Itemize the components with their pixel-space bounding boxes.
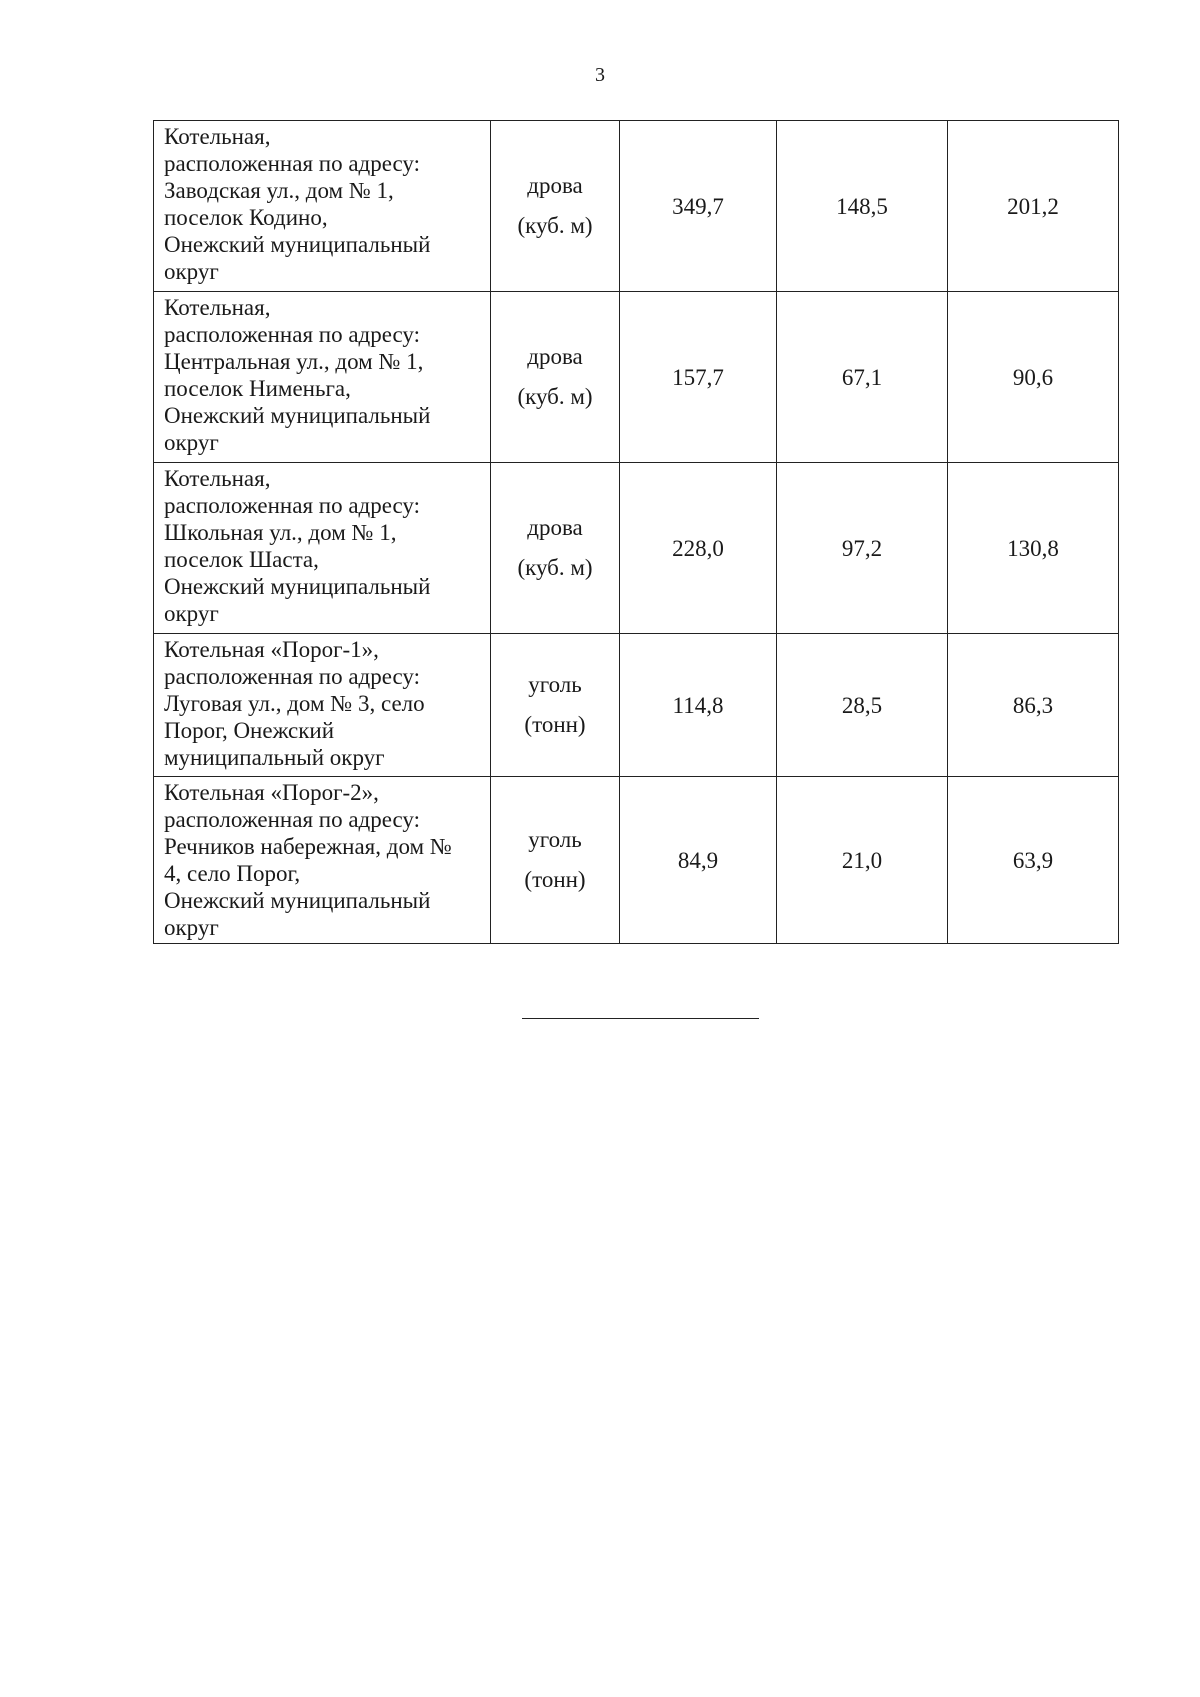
boiler-name-line: муниципальный округ xyxy=(164,745,385,770)
boiler-name-line: Заводская ул., дом № 1, xyxy=(164,178,394,203)
boiler-name-line: Речников набережная, дом № xyxy=(164,834,452,859)
fuel-unit: (тонн) xyxy=(524,712,586,737)
boiler-name-line: Центральная ул., дом № 1, xyxy=(164,349,424,374)
boiler-name-line: Онежский муниципальный xyxy=(164,403,431,428)
value-cell: 349,7 xyxy=(620,121,777,292)
boiler-name-line: округ xyxy=(164,259,219,284)
boiler-name-line: расположенная по адресу: xyxy=(164,493,421,518)
boiler-name-line: поселок Нименьга, xyxy=(164,376,351,401)
end-divider-line xyxy=(522,1018,759,1019)
fuel-type: уголь xyxy=(528,672,582,697)
fuel-type: дрова xyxy=(527,344,583,369)
boiler-name-cell xyxy=(154,121,491,292)
boiler-name-line: Котельная «Порог-2», xyxy=(164,780,379,805)
table-row xyxy=(154,463,1119,634)
boiler-name-line: Онежский муниципальный xyxy=(164,232,431,257)
value-cell: 28,5 xyxy=(777,634,948,777)
value-cell: 63,9 xyxy=(948,777,1119,944)
boiler-name-line: поселок Кодино, xyxy=(164,205,328,230)
fuel-unit: (куб. м) xyxy=(517,384,593,409)
boiler-name-line: округ xyxy=(164,601,219,626)
fuel-type-cell xyxy=(491,463,620,634)
boiler-name-line: Школьная ул., дом № 1, xyxy=(164,520,397,545)
boiler-name-cell xyxy=(154,777,491,944)
fuel-type: дрова xyxy=(527,515,583,540)
value-cell: 67,1 xyxy=(777,292,948,463)
table-row xyxy=(154,121,1119,292)
boiler-name-line: округ xyxy=(164,915,219,940)
boiler-name-line: 4, село Порог, xyxy=(164,861,301,886)
boiler-name-line: поселок Шаста, xyxy=(164,547,319,572)
fuel-type-cell xyxy=(491,292,620,463)
boiler-name-line: Котельная «Порог-1», xyxy=(164,637,379,662)
fuel-type: уголь xyxy=(528,827,582,852)
boiler-name-line: Онежский муниципальный xyxy=(164,574,431,599)
boiler-name-line: расположенная по адресу: xyxy=(164,322,421,347)
boiler-name-line: Котельная, xyxy=(164,295,271,320)
fuel-type-cell xyxy=(491,634,620,777)
fuel-type: дрова xyxy=(527,173,583,198)
value-cell: 201,2 xyxy=(948,121,1119,292)
fuel-consumption-table xyxy=(153,120,1119,944)
fuel-unit: (куб. м) xyxy=(517,555,593,580)
value-cell: 157,7 xyxy=(620,292,777,463)
boiler-name-line: Онежский муниципальный xyxy=(164,888,431,913)
boiler-name-line: Котельная, xyxy=(164,466,271,491)
boiler-name-line: округ xyxy=(164,430,219,455)
value-cell: 228,0 xyxy=(620,463,777,634)
table-row xyxy=(154,292,1119,463)
boiler-name-line: Луговая ул., дом № 3, село xyxy=(164,691,425,716)
boiler-name-cell xyxy=(154,634,491,777)
boiler-name-line: расположенная по адресу: xyxy=(164,151,421,176)
value-cell: 114,8 xyxy=(620,634,777,777)
boiler-name-cell xyxy=(154,463,491,634)
fuel-type-cell xyxy=(491,121,620,292)
page-number: 3 xyxy=(595,64,605,86)
value-cell: 84,9 xyxy=(620,777,777,944)
value-cell: 97,2 xyxy=(777,463,948,634)
boiler-name-cell xyxy=(154,292,491,463)
value-cell: 90,6 xyxy=(948,292,1119,463)
table-row xyxy=(154,634,1119,777)
fuel-unit: (тонн) xyxy=(524,867,586,892)
boiler-name-line: расположенная по адресу: xyxy=(164,664,421,689)
fuel-unit: (куб. м) xyxy=(517,213,593,238)
value-cell: 21,0 xyxy=(777,777,948,944)
boiler-name-line: Порог, Онежский xyxy=(164,718,335,743)
table-row xyxy=(154,777,1119,944)
fuel-type-cell xyxy=(491,777,620,944)
value-cell: 130,8 xyxy=(948,463,1119,634)
boiler-name-line: расположенная по адресу: xyxy=(164,807,421,832)
value-cell: 86,3 xyxy=(948,634,1119,777)
boiler-name-line: Котельная, xyxy=(164,124,271,149)
value-cell: 148,5 xyxy=(777,121,948,292)
